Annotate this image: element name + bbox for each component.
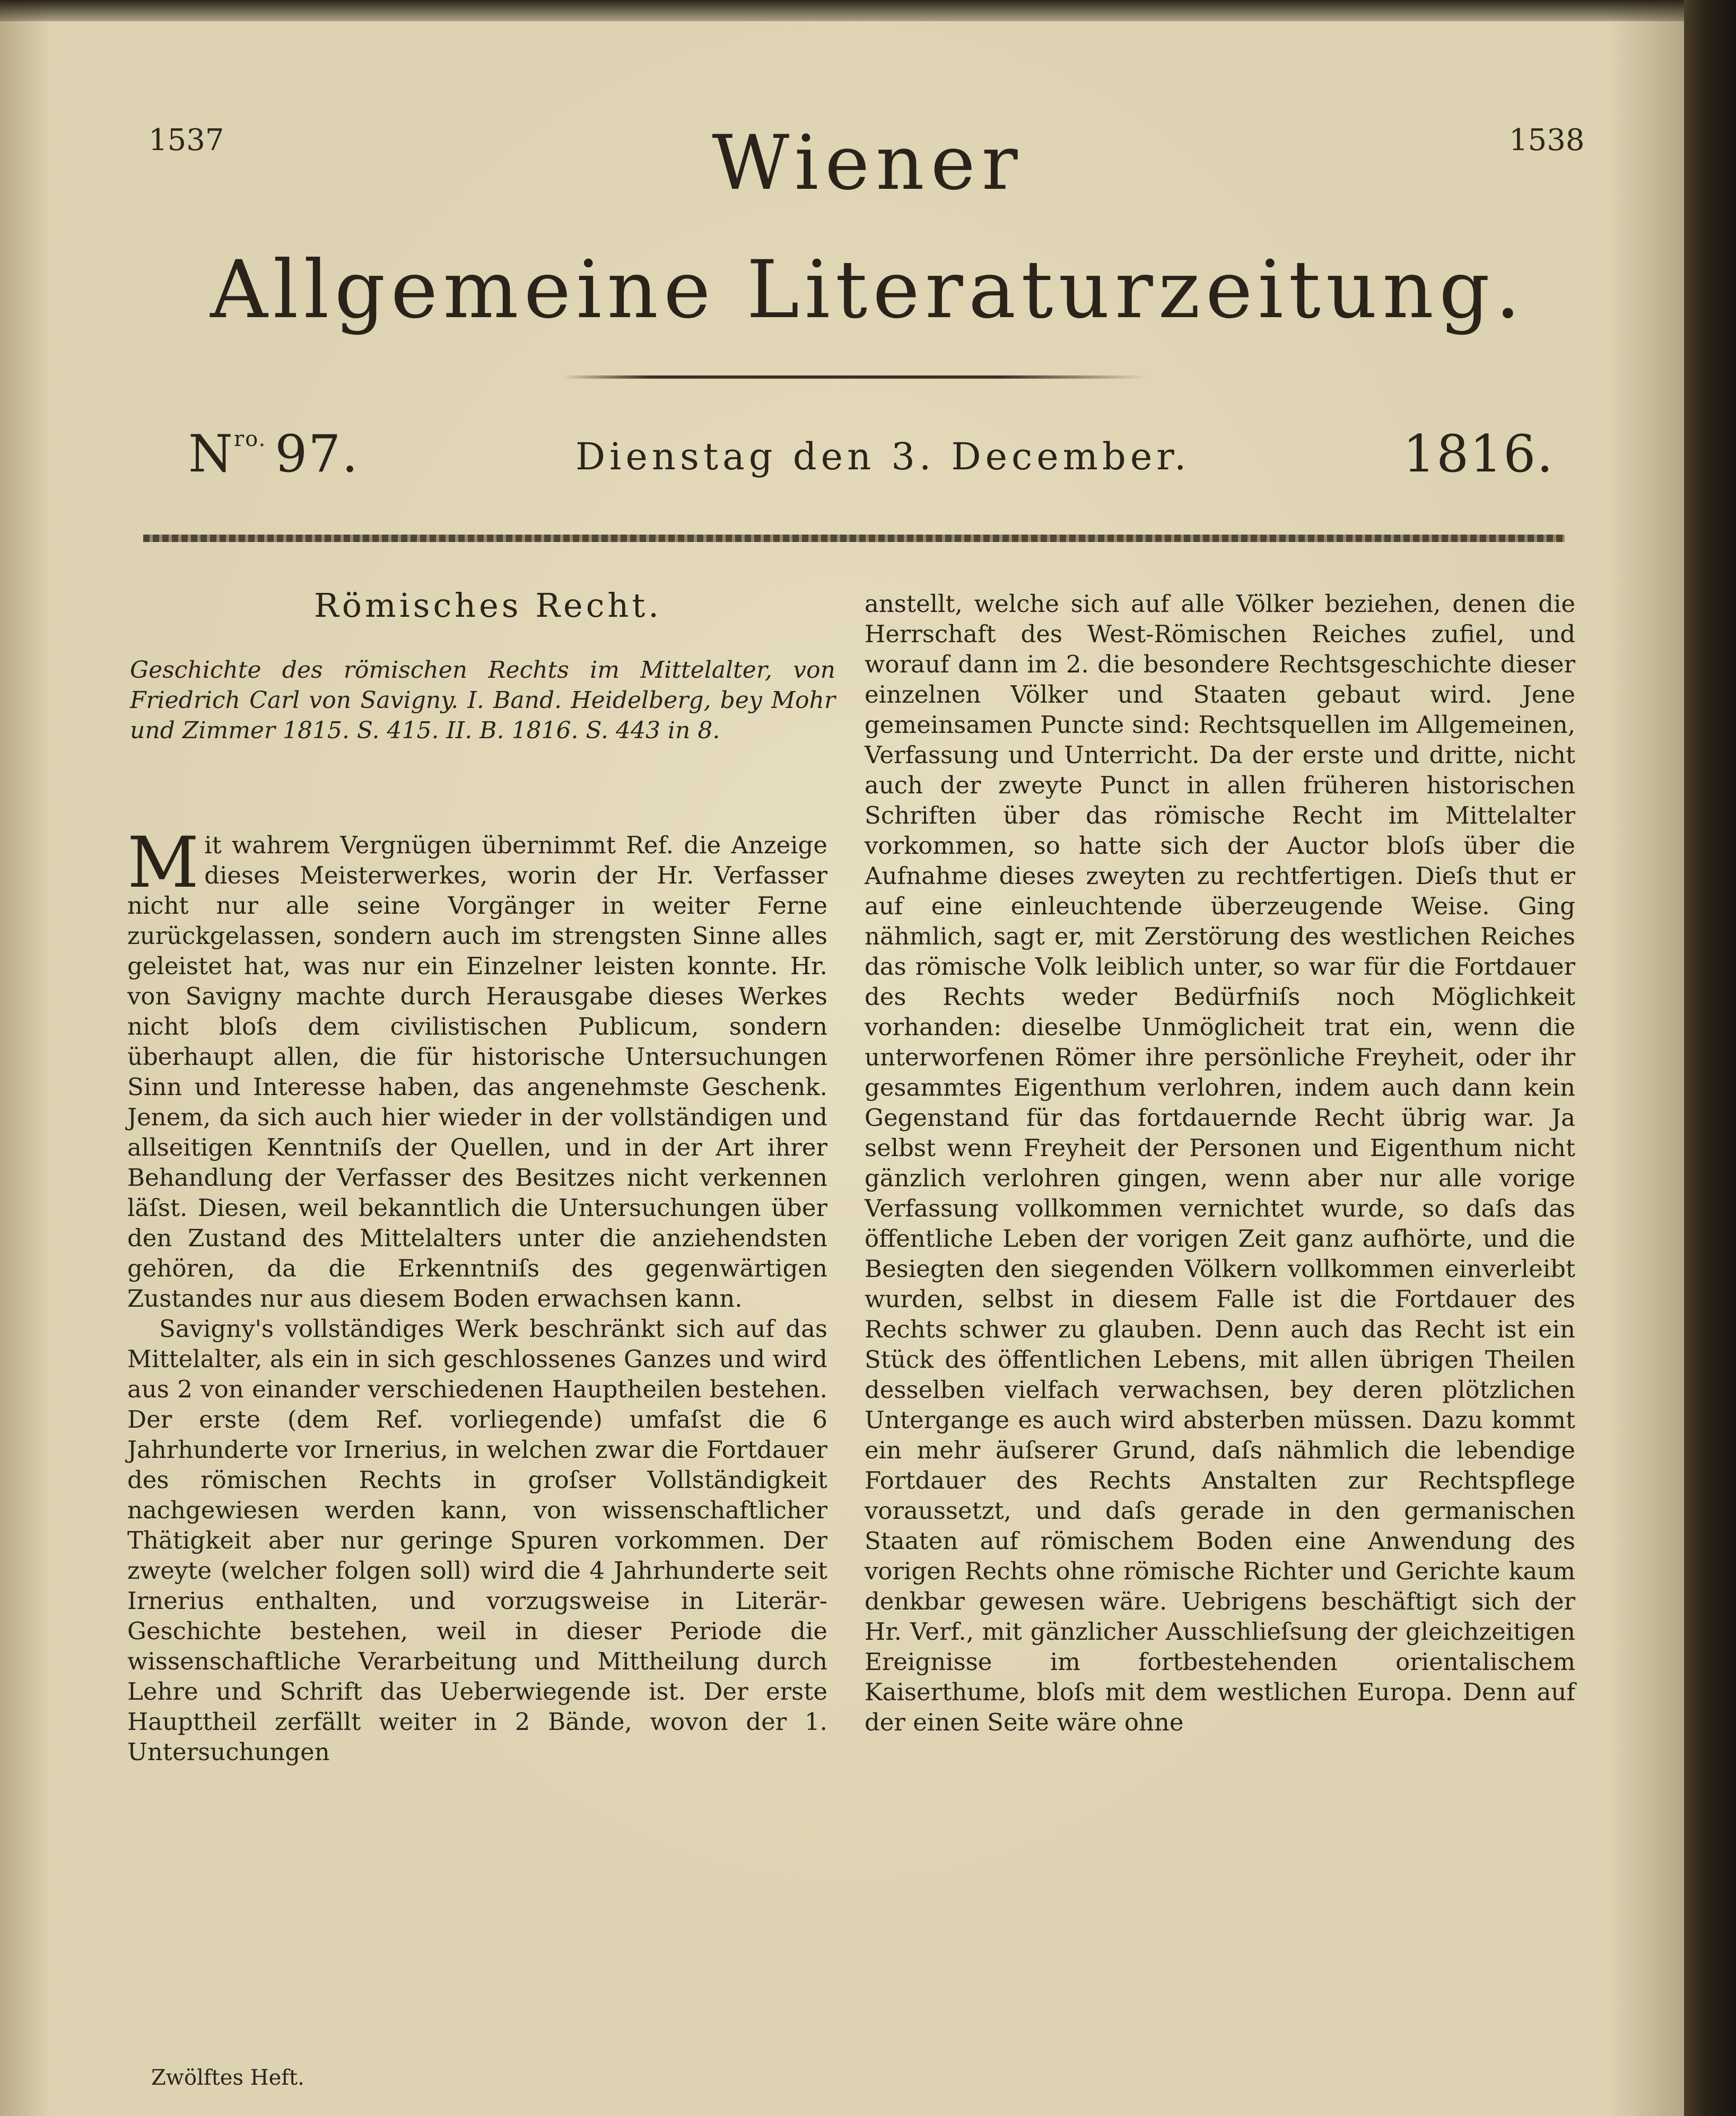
- page-number-right: 1538: [1509, 123, 1585, 158]
- signature-footer: Zwölftes Heft.: [151, 2066, 304, 2090]
- issue-number: [188, 424, 359, 484]
- paragraph: Savigny's vollständiges Werk beschränkt sich auf das Mittelalter, als ein in sich geschlossenes Ganzes und wird aus 2 von einander verschiedenen Hauptheilen bestehen. Der erste (dem Ref. vorliegende) umfaſst die 6 Jahrhunderte vor Irnerius, in welchen zwar die Fortdauer des römischen Rechts in groſser Vollständigkeit nachgewiesen werden kann, von wissenschaftlicher Thätigkeit aber nur geringe Spuren vorkommen. Der zweyte (welcher folgen soll) wird die 4 Jahrhunderte seit Irnerius enthalten, und vorzugsweise in Literär-Geschichte bestehen, weil in dieser Periode die wissenschaftliche Verarbeitung und Mittheilung durch Lehre und Schrift das Ueberwiegende ist. Der erste Haupttheil zerfällt weiter in 2 Bände, wovon der 1. Untersuchungen: [127, 1315, 827, 1766]
- issue-number-prefix: N: [188, 424, 234, 484]
- masthead-line-2: Allgemeine Literaturzeitung.: [210, 244, 1526, 336]
- issue-year: 1816.: [1403, 424, 1554, 484]
- page-number-left: 1537: [149, 123, 224, 158]
- paragraph: anstellt, welche sich auf alle Völker beziehen, denen die Herrschaft des West-Römischen Reiches zufiel, und worauf dann im 2. die besondere Rechtsgeschichte dieser einzelnen Völker und Staaten gebaut wird. Jene gemeinsamen Puncte sind: Rechtsquellen im Allgemeinen, Verfassung und Unterricht. Da der erste und dritte, nicht auch der zweyte Punct in allen früheren historischen Schriften über das römische Recht im Mittelalter vorkommen, so hatte sich der Auctor bloſs über die Aufnahme dieses zweyten zu rechtfertigen. Dieſs thut er auf eine einleuchtende überzeugende Weise. Ging nähmlich, sagt er, mit Zerstörung des westlichen Reiches das römische Volk leiblich unter, so war für die Fortdauer des Rechts weder Bedürfniſs noch Möglichkeit vorhanden: dieselbe Unmöglicheit trat ein, wenn die unterworfenen Römer ihre persönliche Freyheit, oder ihr gesammtes Eigenthum verlohren, indem auch dann kein Gegenstand für das fortdauernde Recht übrig war. Ja selbst wenn Freyheit der Personen und Eigenthum nicht gänzlich verlohren gingen, wenn aber nur alle vorige Verfassung vollkommen vernichtet wurde, so daſs das öffentliche Leben der vorigen Zeit ganz aufhörte, und die Besiegten den siegenden Völkern vollkommen einverleibt wurden, selbst in diesem Falle ist die Fortdauer des Rechts schwer zu glauben. Denn auch das Recht ist ein Stück des öffentlichen Lebens, mit allen übrigen Theilen desselben vielfach verwachsen, bey deren plötzlichen Untergange es auch wird absterben müssen. Dazu kommt ein mehr äuſserer Grund, daſs nähmlich die lebendige Fortdauer des Rechts Anstalten zur Rechtspflege voraussetzt, und daſs gerade in den germanischen Staaten auf römischem Boden eine Anwendung des vorigen Rechts ohne römische Richter und Gerichte kaum denkbar gewesen wäre. Uebrigens beschäftigt sich der Hr. Verf., mit gänzlicher Ausschlieſsung der gleichzeitigen Ereignisse im fortbestehenden orientalischem Kaiserthume, bloſs mit dem westlichen Europa. Denn auf der einen Seite wäre ohne: [865, 590, 1575, 1736]
- issue-number-sup: ro.: [234, 427, 267, 451]
- left-column: [127, 822, 827, 1767]
- citation-text: Geschichte des römischen Rechts im Mittelalter, von Friedrich Carl von Savigny. I. Band. Heidelberg, bey Mohr und Zimmer 1815. S. 415. II. B. 1816. S. 443 in 8.: [130, 657, 835, 744]
- paragraph: [127, 822, 827, 1314]
- right-column: [865, 589, 1575, 1737]
- ornamental-divider: [143, 535, 1565, 542]
- book-citation: [130, 655, 835, 746]
- section-heading: Römisches Recht.: [314, 586, 662, 625]
- issue-number-value: 97.: [275, 424, 359, 484]
- issue-date: Dienstag den 3. December.: [575, 435, 1191, 478]
- page-top-edge: [0, 0, 1736, 21]
- drop-cap: M: [127, 822, 199, 904]
- paragraph-text: it wahrem Vergnügen übernimmt Ref. die Anzeige dieses Meisterwerkes, worin der Hr. Verfasser nicht nur alle seine Vorgänger in weiter Ferne zurückgelassen, sondern auch im strengsten Sinne alles geleistet hat, was nur ein Einzelner leisten konnte. Hr. von Savigny machte durch Herausgabe dieses Werkes nicht bloſs dem civilistischen Publicum, sondern überhaupt allen, die für historische Untersuchungen Sinn und Interesse haben, das angenehmste Geschenk. Jenem, da sich auch hier wieder in der vollständigen und allseitigen Kenntniſs der Quellen, und in der Art ihrer Behandlung der Verfasser des Besitzes nicht verkennen läſst. Diesen, weil bekanntlich die Untersuchungen über den Zustand des Mittelalters unter die anziehendsten gehören, da die Erkenntniſs des gegenwärtigen Zustandes nur aus diesem Boden erwachsen kann.: [127, 831, 827, 1313]
- masthead-line-1: Wiener: [712, 119, 1024, 207]
- masthead-rule: [562, 375, 1146, 379]
